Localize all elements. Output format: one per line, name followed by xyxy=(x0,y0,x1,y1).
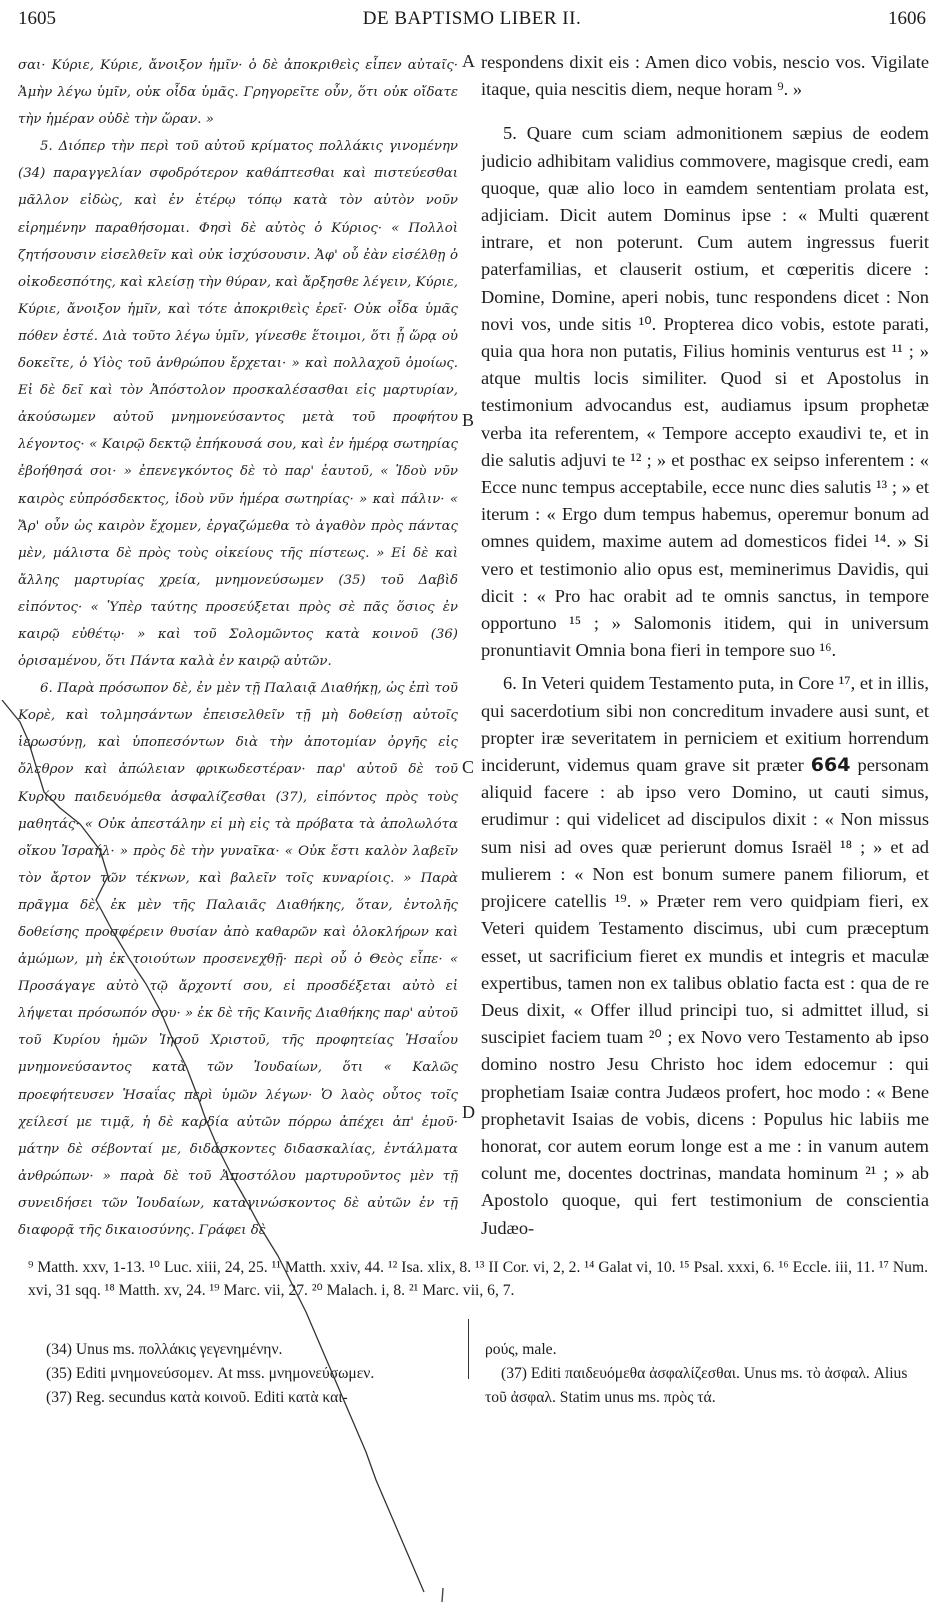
page-mark xyxy=(440,1586,446,1604)
page-crack-line xyxy=(0,700,470,1600)
latin-paragraph-section-6 xyxy=(481,670,929,1241)
footnote: (37) Editi παιδευόμεθα ἀσφαλίζεσθαι. Unus ms. τὸ ἀσφαλ. Alius τοῦ ἀσφαλ. Statim unus ms. πρὸς τά. xyxy=(485,1365,908,1406)
greek-paragraph: 5. Διόπερ τὴν περὶ τοῦ αὐτοῦ κρίματος πολλάκις γινομένην (34) παραγγελίαν σφοδρότερον καθάπτεσθαι καὶ πιστεύεσθαι μᾶλλον εἰδὼς, καὶ ἐν ἑτέρῳ τόπῳ κατὰ τὸν αὐτὸν νοῦν εἰρημένην παραθήσομαι. Φησὶ δὲ αὐτὸς ὁ Κύριος· « Πολλοὶ ζητήσουσιν εἰσελθεῖν καὶ οὐκ ἰσχύσουσιν. Ἀφ' οὗ ἐὰν εἰσέλθῃ ὁ οἰκοδεσπότης, καὶ κλείσῃ τὴν θύραν, καὶ ἄρξησθε λέγειν, Κύριε, Κύριε, ἄνοιξον ἡμῖν, καὶ τότε ἀποκριθεὶς ἐρεῖ· Οὐκ οἶδα ὑμᾶς πόθεν ἐστέ. Διὰ τοῦτο λέγω ὑμῖν, γίνεσθε ἕτοιμοι, ὅτι ᾗ ὥρᾳ οὐ δοκεῖτε, ὁ Υἱὸς τοῦ ἀνθρώπου ἔρχεται· » καὶ πολλαχοῦ ὁμοίως. Εἰ δὲ δεῖ καὶ τὸν Ἀπόστολον προσκαλέσασθαι εἰς μαρτυρίαν, ἀκούσωμεν αὐτοῦ μνημονεύσαντος μετὰ τοῦ προφήτου λέγοντος· « Καιρῷ δεκτῷ ἐπήκουσά σου, καὶ ἐν ἡμέρᾳ σωτηρίας ἐβοήθησά σοι· » ἐπενεγκόντος δὲ τὸ παρ' ἑαυτοῦ, « Ἰδοὺ νῦν καιρὸς εὐπρόσδεκτος, ἰδοὺ νῦν ἡμέρα σωτηρίας· » καὶ πάλιν· « Ἄρ' οὖν ὡς καιρὸν ἔχομεν, ἐργαζώμεθα τὸ ἀγαθὸν πρὸς πάντας μὲν, μάλιστα δὲ πρὸς τοὺς οἰκείους τῆς πίστεως. » Εἰ δὲ καὶ ἄλλης μαρτυρίας χρεία, μνημονεύσωμεν (35) τοῦ Δαβὶδ εἰπόντος· « Ὑπὲρ ταύτης προσεύξεται πρὸς σὲ πᾶς ὅσιος ἐν καιρῷ εὐθέτῳ· » καὶ τοῦ Σολομῶντος κατὰ κοινοῦ (36) ὁρισαμένου, ὅτι Πάντα καλὰ ἐν καιρῷ αὐτῶν. xyxy=(18,139,458,670)
footnote: (35) Editi μνημονεύσομεν. At mss. μνημονεύσωμεν. xyxy=(46,1365,375,1382)
greek-paragraph: 6. Παρὰ πρόσωπον δὲ, ἐν μὲν τῇ Παλαιᾷ Διαθήκῃ, ὡς ἐπὶ τοῦ Κορὲ, καὶ τολμησάντων ἐπεισελθεῖν τῇ μὴ δοθείσῃ αὐτοῖς ἱερωσύνῃ, καὶ ὑποπεσόντων διὰ τὴν ἀποτομίαν ὀργῆς εἰς ὄλεθρον καὶ ἀπώλειαν φρικωδεστέραν· παρ' αὐτοῦ δὲ τοῦ Κυρίου παιδευόμεθα ἀσφαλίζεσθαι (37), εἰπόντος πρὸς τοὺς μαθητάς· « Οὐκ ἀπεστάλην εἰ μὴ εἰς τὰ πρόβατα τὰ ἀπολωλότα οἴκου Ἰσραήλ· » πρὸς δὲ τὴν γυναῖκα· « Οὐκ ἔστι καλὸν λαβεῖν τὸν ἄρτον τῶν τέκνων, καὶ βαλεῖν τοῖς κυναρίοις. » Παρὰ πρᾶγμα δὲ, ἐκ μὲν τῆς Παλαιᾶς Διαθήκης, ὅταν, ἐντολῆς δοθείσης προσφέρειν θυσίαν ἀπὸ καθαρῶν καὶ ὁλοκλήρων καὶ ἀμώμων, μὴ ἐκ τοιούτων προσενεχθῇ· περὶ οὗ ὁ Θεὸς εἶπε· « Προσάγαγε αὐτὸ τῷ ἄρχοντί σου, εἰ προσδέξεται αὐτὸ εἰ λήψεται πρόσωπόν σου· » ἐκ δὲ τῆς Καινῆς Διαθήκης παρ' αὐτοῦ τοῦ Κυρίου ἡμῶν Ἰησοῦ Χριστοῦ, τῆς προφητείας Ἡσαΐου μνημονεύσαντος κατὰ τῶν Ἰουδαίων, ὅτι « Καλῶς προεφήτευσεν Ἡσαΐας περὶ ὑμῶν λέγων· Ὁ λαὸς οὗτος τοῖς χείλεσί με τιμᾷ, ἡ δὲ καρδία αὐτῶν πόρρω ἀπέχει ἀπ' ἐμοῦ· μάτην δὲ σέβονταί με, διδάσκοντες διδασκαλίας, ἐντάλματα ἀνθρώπων· » παρὰ δὲ τοῦ Ἀποστόλου μαρτυροῦντος μὲν τῇ συνειδήσει τῶν Ἰουδαίων, καταγινώσκοντος δὲ αὐτῶν ἐν τῇ διαφορᾷ τῆς δικαιοσύνης. Γράφει δὲ xyxy=(18,681,458,1239)
footnote-continuation: ρούς, male. xyxy=(485,1341,557,1358)
latin-text: 6. In Veteri quidem Testamento puta, in Core ¹⁷, et in illis, qui sacerdotium sibi non concreditum invadere ausi sunt, et propter iræ severitatem in perniciem et exitium horrendum inciderunt, videmus quam grave sit præter xyxy=(481,673,929,776)
running-title: DE BAPTISMO LIBER II. xyxy=(362,8,582,29)
margin-letter-d: D xyxy=(462,1102,475,1122)
page-header xyxy=(18,8,926,34)
latin-text: personam aliquid facere : ab ipso vero Domino, ut cauti simus, erudimur : qui videlicet ad discipulos dixit : « Non missus sum nisi ad oves quæ perierunt domus Israël ¹⁸ ; » et ad mulierem : « Non est bonum sumere panem filiorum, et projicere catellis ¹⁹. » Præter rem vero quidpiam fieri, ex Veteri quidem Testamento discimus, ubi cum præceptum esset, ut sacrificium fieret ex mundis et integris et maculæ expertibus, tamen non ex talibus oblatio facta est : qua de re Deus dixit, « Offer illud principi tuo, si admittet illud, si suscipiet faciem tuam ²⁰ ; ex Novo vero Testamento ab ipso domino nostro Jesu Christo hoc idem edocemur : qui prophetiam Isaiæ contra Judæos profert, hoc modo : « Bene prophetavit Isaias de vobis, dicens : Populus hic labiis me honorat, cor autem eorum longe est a me : in vanum autem colunt me, docentes doctrinas, mandata hominum ²¹ ; » ab Apostolo quoque, qui fert testimonium de conscientia Judæo- xyxy=(481,755,929,1238)
migne-page-number: 664 xyxy=(810,754,851,777)
margin-letter-c: C xyxy=(462,757,475,777)
latin-paragraph: respondens dixit eis : Amen dico vobis, nescio vos. Vigilate itaque, quia nescitis diem, neque horam ⁹. » xyxy=(481,52,929,100)
page-number-right: 1606 xyxy=(888,8,926,29)
latin-column xyxy=(481,49,929,1249)
footnote: (34) Unus ms. πολλάκις γεγενημένην. xyxy=(46,1341,283,1358)
greek-paragraph: σαι· Κύριε, Κύριε, ἄνοιξον ἡμῖν· ὁ δὲ ἀποκριθεὶς εἶπεν αὐταῖς· Ἀμὴν λέγω ὑμῖν, οὐκ οἶδα ὑμᾶς. Γρηγορεῖτε οὖν, ὅτι οὐκ οἴδατε τὴν ἡμέραν οὐδὲ τὴν ὥραν. » xyxy=(18,58,458,128)
notes-right-column xyxy=(485,1338,925,1410)
latin-paragraph-section-5: 5. Quare cum sciam admonitionem sæpius de eodem judicio adhibitam validius commovere, magisque credi, eam quoque, quæ alio loco in eamdem sententiam prolata est, adjiciam. Dicit autem Dominus ipse : « Multi quærent intrare, et non poterunt. Cum autem ingressus fuerit paterfamilias, et clauserit ostium, et cœperitis dicere : Domine, Domine, aperi nobis, tunc respondens dicet : Non novi vos, unde sitis ¹⁰. Propterea dico vobis, estote parati, quia qua hora non putatis, Filius hominis venturus est ¹¹ ; » atque multis locis similiter. Quod si et Apostolus in testimonium advocandus est, audiamus ipsum prophetæ verba ita referentem, « Tempore accepto exaudivi te, et in die salutis adjuvi te ¹² ; » et posthac ex seipso inferentem : « Ecce nunc tempus acceptabile, ecce nunc dies salutis ¹³ ; » et iterum : « Ergo dum tempus habemus, operemur bonum ad omnes quidem, maxime autem ad domesticos fidei ¹⁴. » Si vero et testimonio alio opus est, meminerimus Davidis, qui dicit : « Pro hac orabit ad te omnis sanctus, in tempore opportuno ¹⁵ ; » Salomonis itidem, qui in universum pronuntiavit Omnia bona fieri in tempore suo ¹⁶. xyxy=(481,123,929,661)
footnote: (37) Reg. secundus κατὰ κοινοῦ. Editi κατὰ και- xyxy=(46,1389,348,1406)
scripture-references: ⁹ Matth. xxv, 1-13. ¹⁰ Luc. xiii, 24, 25. ¹¹ Matth. xxiv, 44. ¹² Isa. xlix, 8. ¹³ II Cor. vi, 2, 2. ¹⁴ Galat vi, 10. ¹⁵ Psal. xxxi, 6. ¹⁶ Eccle. iii, 11. ¹⁷ Num. xvi, 31 sqq. ¹⁸ Matth. xv, 24. ¹⁹ Marc. vii, 27. ²⁰ Malach. i, 8. ²¹ Marc. vii, 6, 7. xyxy=(28,1259,928,1299)
margin-letter-a: A xyxy=(462,51,475,71)
page-number-left: 1605 xyxy=(18,8,56,29)
margin-letter-b: B xyxy=(462,410,475,430)
